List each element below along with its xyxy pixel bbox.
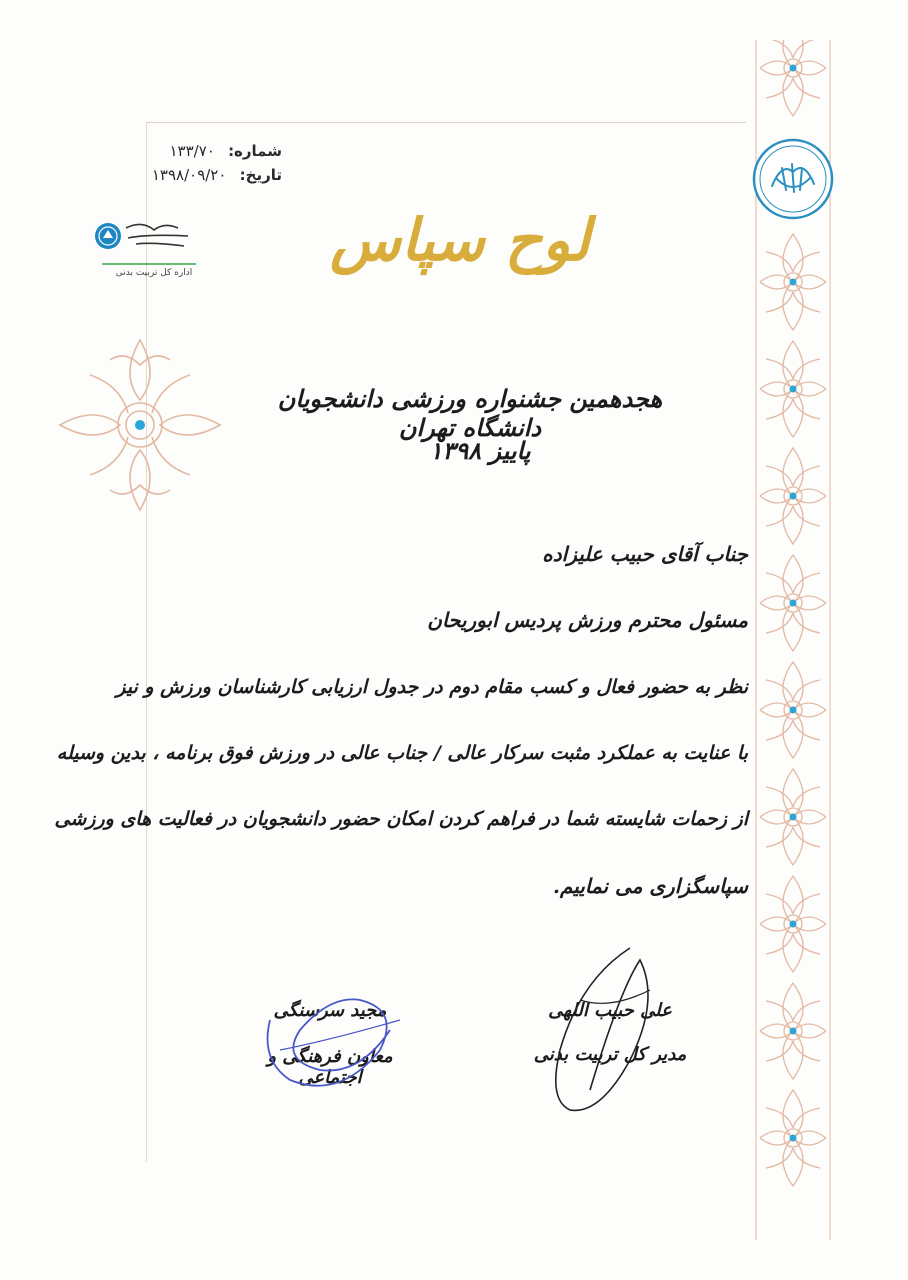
- ornament-dot: [790, 921, 797, 928]
- signature-right-title: مدیر کل تربیت بدنی: [533, 1044, 687, 1065]
- ornament-dot: [790, 600, 797, 607]
- signature-left-scribble: [240, 980, 420, 1110]
- number-value: ۱۳۳/۷۰: [169, 142, 215, 160]
- ornament-dot: [790, 814, 797, 821]
- body-line: از زحمات شایسته شما در فراهم کردن امکان حضور دانشجویان در فعالیت های ورزشی: [54, 808, 748, 830]
- recipient-name: جناب آقای حبیب علیزاده: [542, 542, 748, 566]
- ornament-dot: [790, 1135, 797, 1142]
- logo-caption: اداره کل تربیت بدنی: [115, 268, 193, 278]
- letter-date: [152, 166, 282, 184]
- signature-right-scribble: [520, 940, 690, 1130]
- ornament-dot: [790, 1028, 797, 1035]
- ornament-dot: [790, 707, 797, 714]
- body-line: نظر به حضور فعال و کسب مقام دوم در جدول ارزیابی کارشناسان ورزش و نیز: [116, 676, 748, 698]
- date-label: تاریخ:: [239, 166, 282, 184]
- body-line: با عنایت به عملکرد مثبت سرکار عالی / جناب عالی در ورزش فوق برنامه ، بدین وسیله: [56, 742, 748, 764]
- recipient-role: مسئول محترم ورزش پردیس ابوریحان: [427, 608, 748, 632]
- date-value: ۱۳۹۸/۰۹/۲۰: [151, 166, 227, 184]
- letter-number: [169, 142, 282, 160]
- signature-left-title: معاون فرهنگی و اجتماعی: [267, 1046, 393, 1088]
- number-label: شماره:: [228, 142, 282, 160]
- ornament-dot: [790, 65, 797, 72]
- ornament-dot: [790, 386, 797, 393]
- body-line: سپاسگزاری می نماییم.: [553, 874, 748, 898]
- ornament-dot: [790, 279, 797, 286]
- calligraphy-seal-icon: [752, 138, 834, 220]
- season-subtitle: پاییز ۱۳۹۸: [429, 436, 531, 465]
- ornament-dot: [790, 493, 797, 500]
- ornament-motif: [760, 40, 826, 116]
- signature-left-name: مجید سرسنگی: [273, 1000, 387, 1021]
- page-title: لوح سپاس: [330, 206, 590, 274]
- frame-top-line: [146, 122, 746, 123]
- signature-right-name: علی حبیب اللهی: [548, 1000, 672, 1021]
- festival-subtitle: هجدهمین جشنواره ورزشی دانشجویان دانشگاه تهران: [277, 384, 663, 442]
- decorative-border: [748, 40, 838, 1240]
- ornament-left-icon: [50, 330, 230, 520]
